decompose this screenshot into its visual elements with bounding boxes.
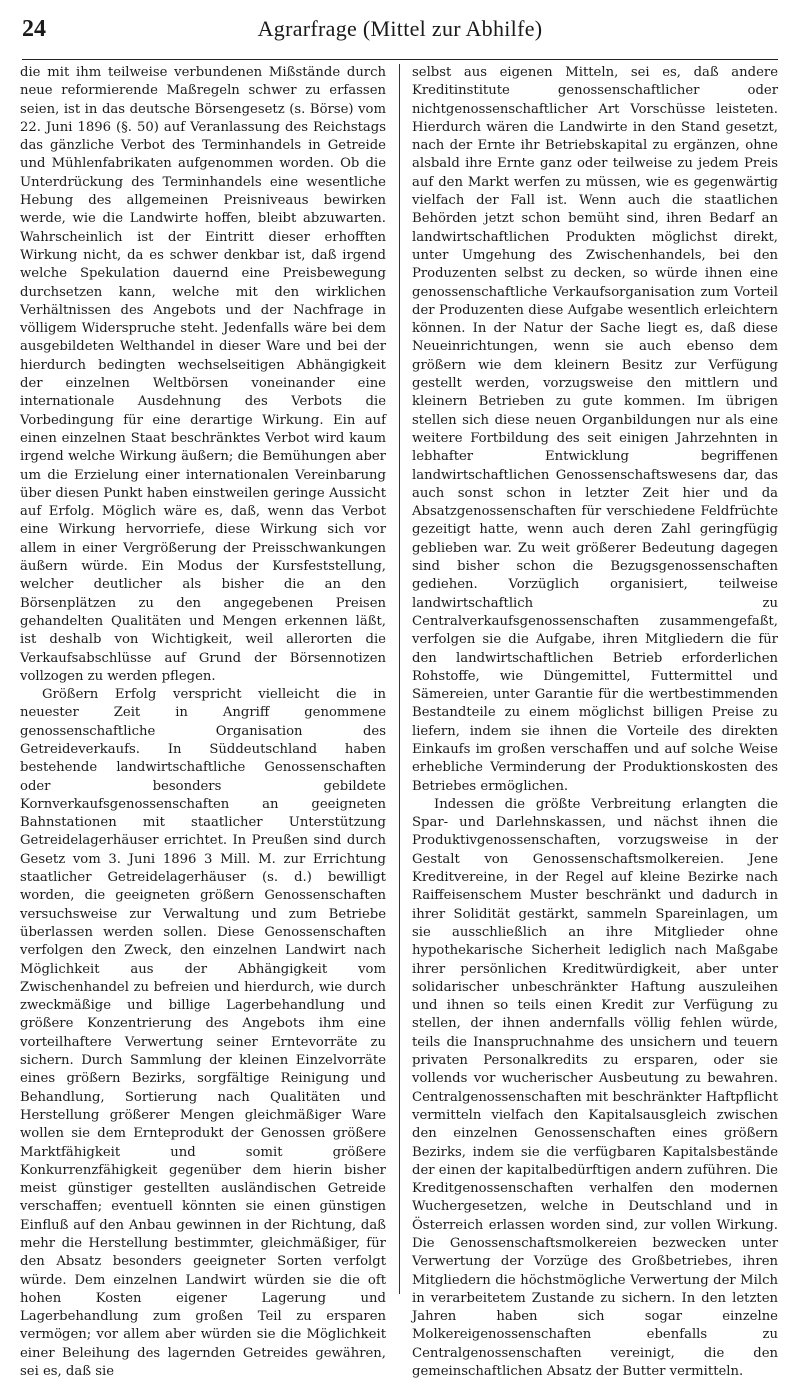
paragraph: die mit ihm teilweise verbundenen Mißstände durch neue reformierende Maßregeln schwer zu erfassen seien, ist in das deutsche Börsengesetz (s. Börse) vom 22. Juni 1896 (§. 50) auf Veranlassung des Reichstags das gänzliche Verbot des Terminhandels in Getreide und Mühlenfabrikaten aufgenommen worden. Ob die Unterdrückung des Terminhandels eine wesentliche Hebung des allgemeinen Preisniveaus bewirken werde, wie die Landwirte hoffen, bleibt abzuwarten. Wahrscheinlich ist der Eintritt dieser erhofften Wirkung nicht, da es schwer denkbar ist, daß irgend welche Spekulation dauernd eine Preisbewegung durchsetzen kann, welche mit den wirklichen Verhältnissen des Angebots und der Nachfrage in völligem Widerspruche steht. Jedenfalls wäre bei dem ausgebildeten Welthandel in dieser Ware und bei der hierdurch bedingten wechselseitigen Abhängigkeit der einzelnen Weltbörsen voneinander eine internationale Ausdehnung des Verbots die Vorbedingung für eine derartige Wirkung. Ein auf einen einzelnen Staat beschränktes Verbot wird kaum irgend welche Wirkung äußern; die Bemühungen aber um die Erzielung einer internationalen Vereinbarung über diesen Punkt haben einstweilen geringe Aussicht auf Erfolg. Möglich wäre es, daß, wenn das Verbot eine Wirkung hervorriefe, diese Wirkung sich vor allem in einer Vergrößerung der Preisschwankungen äußern würde. Ein Modus der Kursfeststellung, welcher deutlicher als bisher die an den Börsenplätzen zu den angegebenen Preisen gehandelten Qualitäten und Mengen erkennen läßt, ist deshalb von Wichtigkeit, weil allerorten die Verkaufsabschlüsse auf Grund der Börsennotizen vollzogen zu werden pflegen.: [20, 65, 386, 684]
page-number: 24: [22, 16, 46, 42]
header-rule: [22, 59, 778, 60]
right-column: [412, 64, 778, 1381]
page-header: [22, 16, 778, 56]
paragraph: selbst aus eigenen Mitteln, sei es, daß andere Kreditinstitute genossenschaftlicher oder nichtgenossenschaftlicher Art Vorschüsse leisteten. Hierdurch wären die Landwirte in den Stand gesetzt, nach der Ernte ihr Betriebskapital zu ergänzen, ohne alsbald ihre Ernte ganz oder teilweise zu jedem Preis auf den Markt werfen zu müssen, wie es gegenwärtig vielfach der Fall ist. Wenn auch die staatlichen Behörden jetzt schon bemüht sind, ihren Bedarf an landwirtschaftlichen Produkten möglichst direkt, unter Umgehung des Zwischenhandels, bei den Produzenten selbst zu decken, so würde ihnen eine genossenschaftliche Verkaufsorganisation zum Vorteil der Produzenten diese Aufgabe wesentlich erleichtern können. In der Natur der Sache liegt es, daß diese Neueinrichtungen, wenn sie auch ebenso dem größern wie dem kleinern Besitz zur Verfügung gestellt werden, vorzugsweise den mittlern und kleinern Betrieben zu gute kommen. Im übrigen stellen sich diese neuen Organbildungen nur als eine weitere Fortbildung des seit einigen Jahrzehnten in lebhafter Entwicklung begriffenen landwirtschaftlichen Genossenschaftswesens dar, das auch sonst schon in letzter Zeit hier und da Absatzgenossenschaften für verschiedene Feldfrüchte gezeitigt hatte, wenn auch deren Zahl geringfügig geblieben war. Zu weit größerer Bedeutung dagegen sind bisher schon die Bezugsgenossenschaften gediehen. Vorzüglich organisiert, teilweise landwirtschaftlich zu Centralverkaufsgenossenschaften zusammengefaßt, verfolgen sie die Aufgabe, ihren Mitgliedern die für den landwirtschaftlichen Betrieb erforderlichen Rohstoffe, wie Düngemittel, Futtermittel und Sämereien, unter Garantie für die wertbestimmenden Bestandteile zu einem möglichst billigen Preise zu liefern, indem sie ihnen die Vorteile des direkten Einkaufs im großen verschaffen und auf solche Weise erhebliche Verminderung der Produktionskosten des Betriebes ermöglichen.: [412, 65, 778, 794]
column-divider: [399, 64, 400, 1294]
left-column: [20, 64, 386, 1381]
running-title: Agrarfrage (Mittel zur Abhilfe): [257, 16, 543, 41]
paragraph: Größern Erfolg verspricht vielleicht die in neuester Zeit in Angriff genommene genossenschaftliche Organisation des Getreideverkaufs. In Süddeutschland haben bestehende landwirtschaftliche Genossenschaften oder besonders gebildete Kornverkaufsgenossenschaften an geeigneten Bahnstationen mit staatlicher Unterstützung Getreidelagerhäuser errichtet. In Preußen sind durch Gesetz vom 3. Juni 1896 3 Mill. M. zur Errichtung staatlicher Getreidelagerhäuser (s. d.) bewilligt worden, die geeigneten größern Genossenschaften versuchsweise zur Verwaltung und zum Betriebe überlassen werden sollen. Diese Genossenschaften verfolgen den Zweck, den einzelnen Landwirt nach Möglichkeit aus der Abhängigkeit vom Zwischenhandel zu befreien und hierdurch, wie durch zweckmäßige und billige Lagerbehandlung und größere Konzentrierung des Angebots ihm eine vorteilhaftere Verwertung seiner Erntevorräte zu sichern. Durch Sammlung der kleinen Einzelvorräte eines größern Bezirks, sorgfältige Reinigung und Behandlung, Sortierung nach Qualitäten und Herstellung größerer Mengen gleichmäßiger Ware wollen sie dem Ernteprodukt der Genossen größere Marktfähigkeit und somit größere Konkurrenzfähigkeit gegenüber dem hierin bisher meist günstiger gestellten ausländischen Getreide verschaffen; eventuell könnten sie einen günstigen Einfluß auf den Anbau gewinnen in der Richtung, daß mehr die Herstellung bestimmter, gleichmäßiger, für den Absatz besonders geeigneter Sorten verfolgt würde. Dem einzelnen Landwirt würden sie die oft hohen Kosten eigener Lagerung und Lagerbehandlung zum großen Teil zu ersparen vermögen; vor allem aber würden sie die Möglichkeit einer Beleihung des lagernden Getreides gewähren, sei es, daß sie: [20, 687, 386, 1380]
paragraph: Indessen die größte Verbreitung erlangten die Spar- und Darlehnskassen, und nächst ihnen die Produktivgenossenschaften, vorzugsweise in der Gestalt von Genossenschaftsmolkereien. Jene Kreditvereine, in der Regel auf kleine Bezirke nach Raiffeisenschem Muster beschränkt und dadurch in ihrer Solidität gestärkt, sammeln Spareinlagen, um sie ausschließlich an ihre Mitglieder ohne hypothekarische Sicherheit lediglich nach Maßgabe ihrer persönlichen Kreditwürdigkeit, aber unter solidarischer unbeschränkter Haftung auszuleihen und ihnen so teils einen Kredit zur Verfügung zu stellen, der ihnen andernfalls völlig fehlen würde, teils die Inanspruchnahme des unsichern und teuern privaten Personalkredits zu ersparen, oder sie vollends vor wucherischer Ausbeutung zu bewahren. Centralgenossenschaften mit beschränkter Haftpflicht vermitteln vielfach den Kapitalsausgleich zwischen den einzelnen Genossenschaften eines größern Bezirks, indem sie die verfügbaren Kapitalsbestände der einen der kapitalbedürftigen andern zuführen. Die Kreditgenossenschaften verhalfen den modernen Wuchergesetzen, welche in Deutschland und in Österreich erlassen worden sind, zur vollen Wirkung. Die Genossenschaftsmolkereien bezwecken unter Verwertung der Vorzüge des Großbetriebes, ihren Mitgliedern die höchstmögliche Verwertung der Milch in verarbeitetem Zustande zu sichern. In den letzten Jahren haben sich sogar einzelne Molkereigenossenschaften ebenfalls zu Centralgenossenschaften vereinigt, die den gemeinschaftlichen Absatz der Butter vermitteln.: [412, 796, 778, 1380]
